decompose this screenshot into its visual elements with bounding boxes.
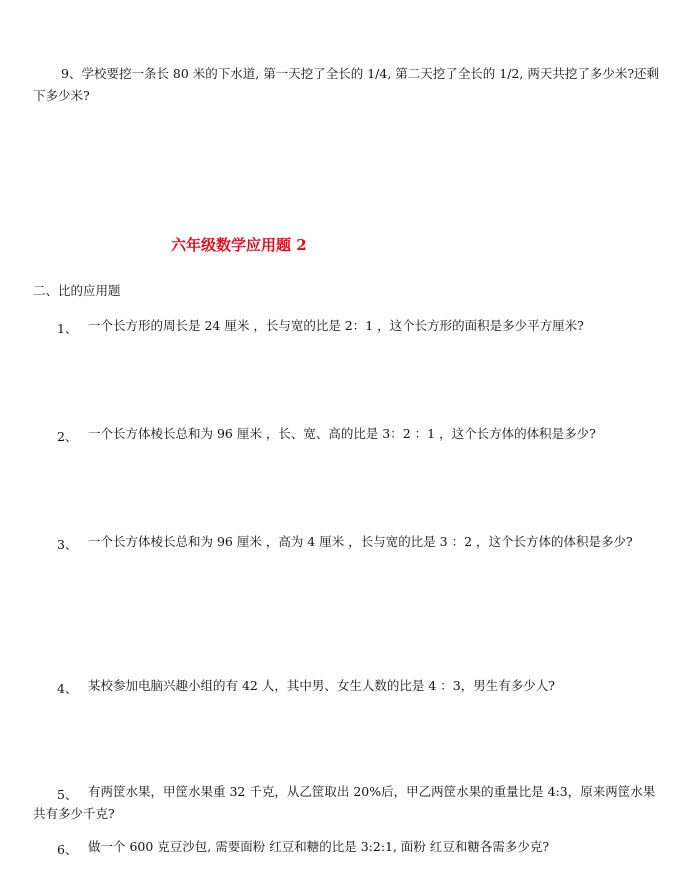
question-number: 4、	[57, 681, 78, 696]
question-text: 一个长方体棱长总和为 96 厘米 ，长、宽、高的比是 3：2 ：1 ，这个长方体的体积是多少?	[88, 426, 596, 441]
question-text: 一个长方形的周长是 24 厘米 ，长与宽的比是 2：1 ，这个长方形的面积是多少平方厘米?	[88, 318, 584, 333]
question-text: 一个长方体棱长总和为 96 厘米 ，高为 4 厘米 ，长与宽的比是 3 ：2 ，这个长方体的体积是多少?	[88, 534, 633, 549]
question-number: 5、	[57, 787, 78, 802]
question-number: 2、	[57, 429, 78, 444]
question-9-line-1: 9、学校要挖一条长 80 米的下水道, 第一天挖了全长的 1/4, 第二天挖了全长的 1/2, 两天共挖了多少米?还剩	[61, 66, 660, 81]
question-number: 1、	[57, 321, 78, 336]
page-title: 六年级数学应用题 2	[171, 236, 307, 254]
section-heading: 二、比的应用题	[33, 283, 121, 298]
question-text: 有两筐水果，甲筐水果重 32 千克，从乙筐取出 20%后，甲乙两筐水果的重量比是 4:3，原来两筐水果	[88, 784, 656, 799]
question-9-line-2: 下多少米?	[33, 88, 90, 103]
question-number: 6、	[57, 842, 78, 857]
question-text: 某校参加电脑兴趣小组的有 42 人，其中男、女生人数的比是 4 ：3，男生有多少人?	[88, 678, 555, 693]
question-text-continued: 共有多少千克?	[33, 806, 115, 821]
question-number: 3、	[57, 537, 78, 552]
question-text: 做一个 600 克豆沙包, 需要面粉 红豆和糖的比是 3:2:1, 面粉 红豆和糖各需多少克?	[88, 839, 550, 854]
